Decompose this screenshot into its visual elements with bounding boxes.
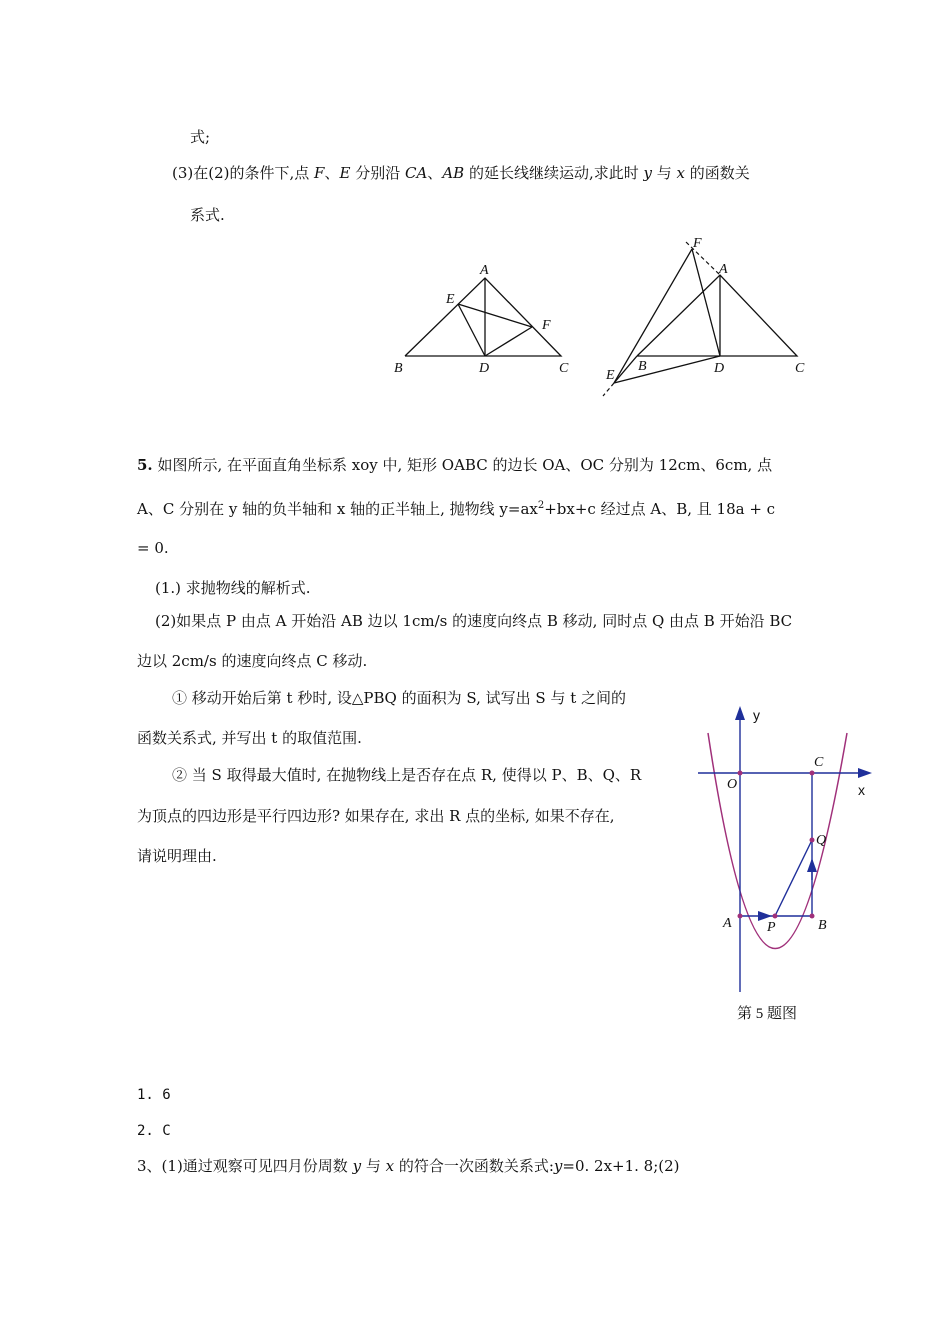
fig2-label-a: A	[719, 262, 728, 277]
answer-text: 3、(1)通过观察可见四月份周数	[137, 1157, 353, 1175]
fig1-label-e: E	[446, 292, 455, 307]
fig5-caption-text: 第 5 题图	[737, 1006, 798, 1022]
fig5-label-y: y	[753, 707, 760, 723]
fig2-label-c: C	[795, 361, 805, 376]
fig5-label-q: Q	[816, 833, 827, 848]
fig1-label-b: B	[394, 361, 403, 376]
p4-var-e: E	[339, 164, 351, 182]
p5-text: 函数关系式, 并写出 t 的取值范围.	[137, 729, 362, 747]
fig2-label-f: F	[693, 236, 702, 251]
answer-3	[137, 1156, 680, 1176]
fig1-label-f: F	[542, 318, 551, 333]
p4-text: 的延长线继续运动,求此时	[464, 164, 644, 182]
p5-text: A、C 分别在 y 轴的负半轴和 x 轴的正半轴上, 抛物线	[137, 500, 500, 518]
fig2-label-d: D	[714, 361, 725, 376]
answer-var-x: x	[385, 1157, 395, 1175]
p4-text: 、	[324, 164, 340, 182]
p5-sup: 2	[537, 500, 545, 511]
p4-text: (3)在(2)的条件下,点	[172, 164, 315, 182]
p4-text: 的函数关	[684, 164, 750, 182]
p4-var-f: F	[314, 164, 325, 182]
p4-text: 分别沿	[350, 164, 405, 182]
fig2-label-b: B	[638, 359, 647, 374]
answer-text: 与	[361, 1157, 386, 1175]
fig5-label-p: P	[767, 920, 776, 935]
fig5-label-o: O	[727, 777, 738, 792]
p5-text: 请说明理由.	[137, 847, 217, 865]
p5-text: =ax	[507, 500, 538, 518]
p4-var-ca: CA	[404, 164, 428, 182]
fig5-caption	[737, 1004, 797, 1024]
p4-text: 式;	[190, 128, 211, 146]
fig2-label-e: E	[606, 368, 615, 383]
p4-var-ab: AB	[442, 164, 465, 182]
p5-text: = 0.	[137, 539, 169, 557]
p4-var-y: y	[643, 164, 652, 182]
p4-text: 、	[427, 164, 443, 182]
p5-text: 如图所示, 在平面直角坐标系 xoy 中, 矩形 OABC 的边长 OA、OC 分别为 12cm、6cm, 点	[152, 456, 773, 474]
fig1-label-d: D	[479, 361, 490, 376]
p5-number: 5.	[137, 456, 153, 474]
answer-text: 2. C	[137, 1123, 171, 1139]
fig5-label-b: B	[818, 918, 827, 933]
fig1-label-a: A	[480, 263, 489, 278]
fig1-label-c: C	[559, 361, 569, 376]
p4-text: 系式.	[190, 206, 225, 224]
p5-text: ② 当 S 取得最大值时, 在抛物线上是否存在点 R, 使得以 P、B、Q、R	[172, 766, 642, 784]
answer-var-y: y	[352, 1157, 362, 1175]
answer-text: 的符合一次函数关系式:	[394, 1157, 554, 1175]
fig5-label-x: x	[858, 782, 865, 798]
answer-text: 1. 6	[137, 1087, 171, 1103]
answer-2	[137, 1121, 171, 1141]
answer-1	[137, 1085, 171, 1105]
fig5-label-c: C	[814, 755, 824, 770]
answer-text: =0. 2x+1. 8;(2)	[562, 1157, 680, 1175]
answer-var-y2: y	[553, 1157, 563, 1175]
p4-var-x: x	[676, 164, 685, 182]
p5-text: +bx+c 经过点 A、B, 且 18a + c	[544, 500, 776, 518]
p4-text: 与	[651, 164, 677, 182]
p5-text: y	[499, 500, 508, 518]
p5-text: (2)如果点 P 由点 A 开始沿 AB 边以 1cm/s 的速度向终点 B 移动, 同时点 Q 由点 B 开始沿 BC	[155, 612, 793, 630]
p5-text: 为顶点的四边形是平行四边形? 如果存在, 求出 R 点的坐标, 如果不存在,	[137, 807, 615, 825]
p5-text: ① 移动开始后第 t 秒时, 设△PBQ 的面积为 S, 试写出 S 与 t 之间的	[172, 689, 627, 707]
p5-text: (1.) 求抛物线的解析式.	[155, 579, 311, 597]
fig5-label-a: A	[723, 916, 732, 931]
p5-text: 边以 2cm/s 的速度向终点 C 移动.	[137, 652, 368, 670]
